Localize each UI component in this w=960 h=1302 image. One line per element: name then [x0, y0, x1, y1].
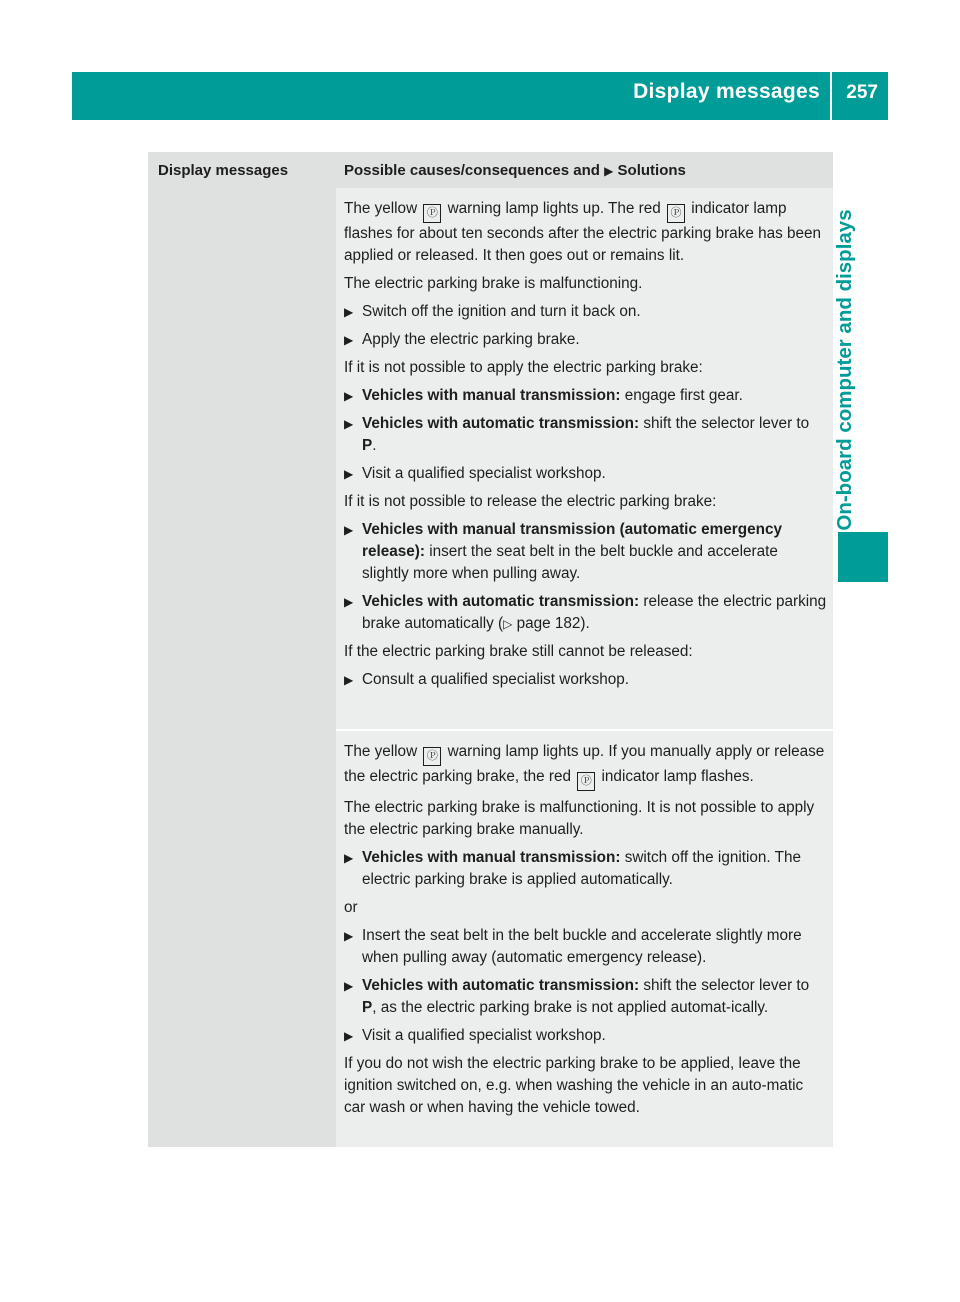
- step-text: [362, 847, 827, 891]
- step-arrow-icon: ▶: [344, 305, 354, 319]
- text-span: , as the electric parking brake is not applied automat-ically.: [372, 999, 769, 1016]
- display-messages-table: [148, 152, 833, 1147]
- step-seatbelt-accelerate: [344, 925, 827, 969]
- text-span: release the electric parking brake automatically (: [362, 593, 827, 632]
- selector-position-p: P: [362, 999, 373, 1016]
- step-manual-emergency-release: [344, 519, 827, 585]
- step-arrow-icon: ▶: [344, 595, 354, 609]
- row2-note: If you do not wish the electric parking brake to be applied, leave the ignition switched on, e.g. when washing the vehicle in an auto-matic car wash or when having the vehicle towed.: [344, 1055, 804, 1116]
- row1-if-not-apply: If it is not possible to apply the electric parking brake:: [344, 359, 703, 376]
- header-solutions-label: Solutions: [617, 162, 686, 179]
- row1-intro: [344, 198, 827, 267]
- step-visit-workshop: [344, 463, 827, 485]
- step-consult-workshop: [344, 669, 827, 691]
- column-header-causes-solutions: [336, 152, 833, 188]
- step-switch-ignition: [344, 301, 827, 323]
- parking-brake-lamp-icon: Ⓟ: [577, 772, 595, 791]
- step-apply-brake: [344, 329, 827, 351]
- step-manual-transmission: [344, 385, 827, 407]
- header-bar: [72, 72, 888, 120]
- page-reference-link[interactable]: page 182).: [516, 615, 590, 632]
- row2-malfunction: The electric parking brake is malfunctioning. It is not possible to apply the electric parking brake manually.: [344, 799, 815, 838]
- column-header-display-messages: Display messages: [158, 162, 289, 179]
- text-span: warning lamp lights up. If you manually apply or release the electric parking brake, the red: [344, 743, 825, 785]
- table-row: [336, 188, 833, 729]
- parking-brake-lamp-icon: Ⓟ: [423, 747, 441, 766]
- step-text: [362, 413, 827, 457]
- step-text: Insert the seat belt in the belt buckle and accelerate slightly more when pulling away (automatic emergency release).: [362, 927, 802, 966]
- step-text: [362, 975, 827, 1019]
- step-text: Consult a qualified specialist workshop.: [362, 671, 629, 688]
- bold-label: Vehicles with automatic transmission:: [362, 415, 640, 432]
- step-arrow-icon: ▶: [344, 673, 354, 687]
- step-arrow-icon: ▶: [344, 851, 354, 865]
- step-text: [362, 591, 827, 635]
- step-text: Switch off the ignition and turn it back on.: [362, 303, 641, 320]
- row1-malfunction: The electric parking brake is malfunctioning.: [344, 275, 643, 292]
- page-title: Display messages: [633, 80, 820, 103]
- text-span: The yellow: [344, 743, 418, 760]
- bold-label: Vehicles with manual transmission (automatic emergency release):: [362, 521, 782, 560]
- text-span: shift the selector lever to: [643, 977, 810, 994]
- step-text: Visit a qualified specialist workshop.: [362, 1027, 606, 1044]
- step-automatic-transmission: [344, 413, 827, 457]
- step-arrow-icon: ▶: [344, 467, 354, 481]
- text-span: indicator lamp flashes for about ten seconds after the electric parking brake has been applied or released. It then goes out or remains lit.: [344, 200, 822, 264]
- solutions-arrow-icon: ▶: [604, 164, 614, 178]
- bold-label: Vehicles with automatic transmission:: [362, 593, 640, 610]
- step-visit-workshop: [344, 1025, 827, 1047]
- step-text: [362, 519, 827, 585]
- chapter-tab-text: On-board computer and displays: [833, 209, 856, 531]
- table-header: [148, 152, 833, 188]
- text-span: warning lamp lights up. The red: [447, 200, 661, 217]
- row2-intro: [344, 741, 827, 791]
- step-arrow-icon: ▶: [344, 979, 354, 993]
- row2-or: or: [344, 899, 358, 916]
- row1-if-not-release: If it is not possible to release the electric parking brake:: [344, 493, 717, 510]
- parking-brake-lamp-icon: Ⓟ: [423, 204, 441, 223]
- text-span: indicator lamp flashes.: [601, 768, 754, 785]
- step-arrow-icon: ▶: [344, 417, 354, 431]
- text-span: shift the selector lever to: [643, 415, 810, 432]
- table-row: [336, 729, 833, 1147]
- step-text: Visit a qualified specialist workshop.: [362, 465, 606, 482]
- table-body: [148, 188, 833, 1147]
- page-reference-icon: ▷: [503, 617, 513, 631]
- solutions-column: [336, 188, 833, 1147]
- step-arrow-icon: ▶: [344, 1029, 354, 1043]
- step-arrow-icon: ▶: [344, 523, 354, 537]
- bold-label: Vehicles with manual transmission:: [362, 387, 621, 404]
- row1-still-cannot: If the electric parking brake still cannot be released:: [344, 643, 693, 660]
- step-manual-transmission: [344, 847, 827, 891]
- selector-position-p: P: [362, 437, 373, 454]
- page-number: 257: [846, 82, 878, 103]
- bold-label: Vehicles with automatic transmission:: [362, 977, 640, 994]
- step-automatic-transmission: [344, 975, 827, 1019]
- step-text: [362, 385, 827, 407]
- chapter-tab-marker: [838, 532, 888, 582]
- text-span: The yellow: [344, 200, 418, 217]
- display-message-column: [148, 188, 336, 1147]
- step-arrow-icon: ▶: [344, 333, 354, 347]
- parking-brake-lamp-icon: Ⓟ: [667, 204, 685, 223]
- text-span: .: [372, 437, 377, 454]
- text-span: insert the seat belt in the belt buckle and accelerate slightly more when pulling away.: [362, 543, 778, 582]
- step-automatic-release: [344, 591, 827, 635]
- step-arrow-icon: ▶: [344, 389, 354, 403]
- text-span: switch off the ignition. The electric parking brake is applied automatically.: [362, 849, 801, 888]
- header-divider: [830, 72, 832, 120]
- bold-label: Vehicles with manual transmission:: [362, 849, 621, 866]
- text-span: engage first gear.: [624, 387, 743, 404]
- step-arrow-icon: ▶: [344, 929, 354, 943]
- step-text: Apply the electric parking brake.: [362, 331, 580, 348]
- header-causes-label: Possible causes/consequences and: [344, 162, 600, 179]
